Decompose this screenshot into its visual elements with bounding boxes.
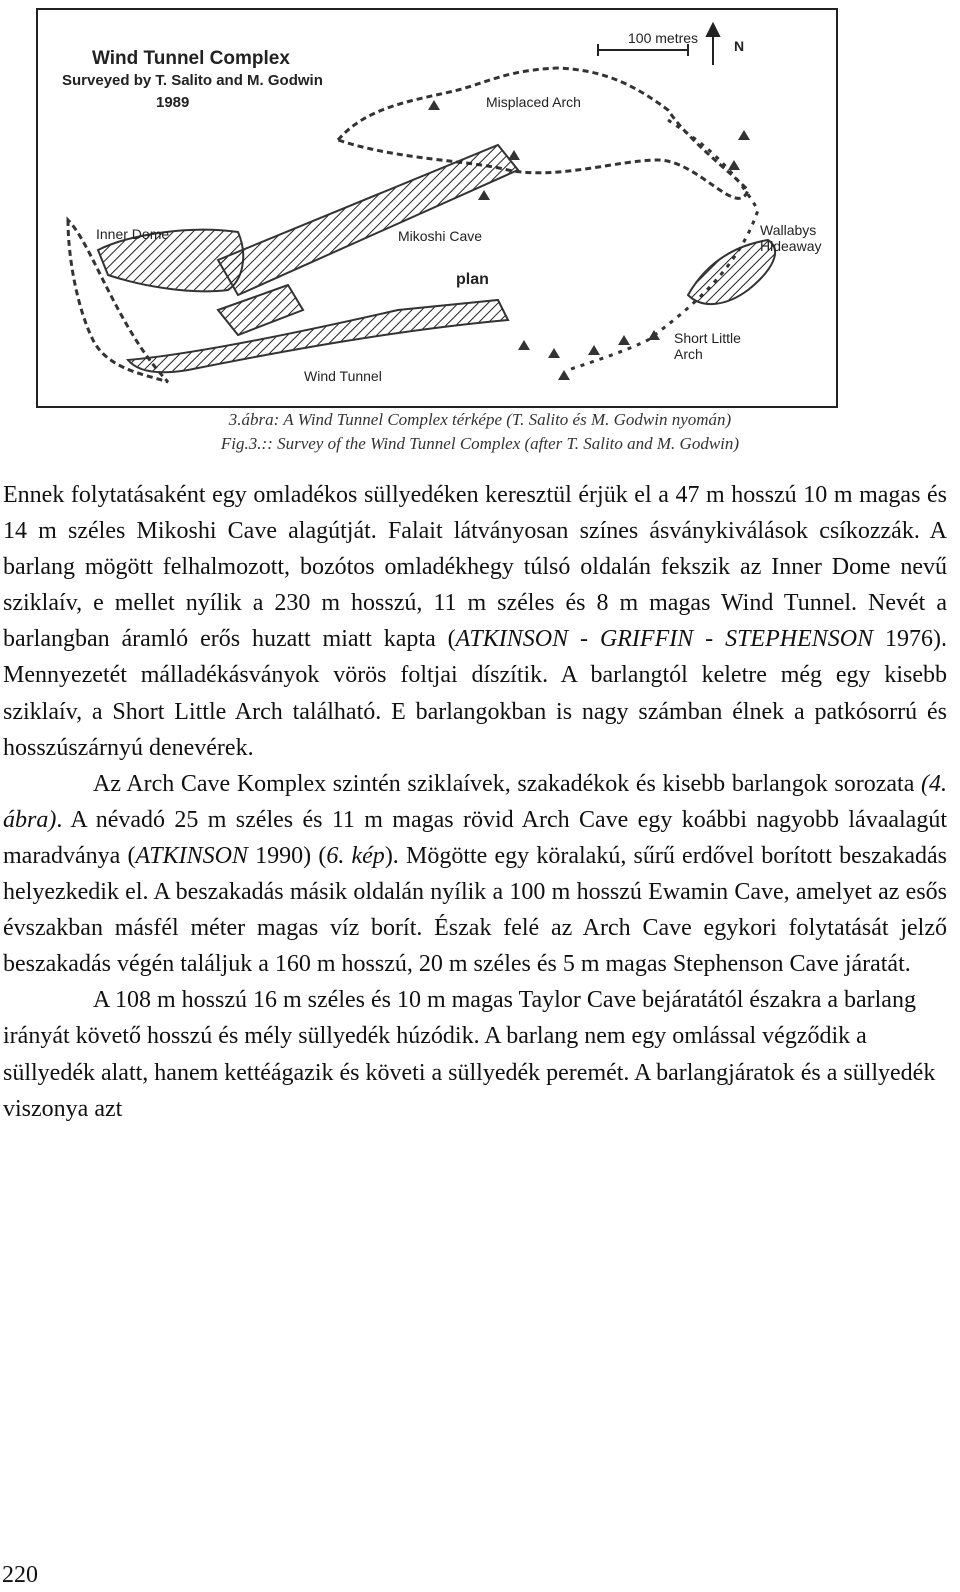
- paragraph-1: [3, 477, 947, 766]
- paragraph-1-text: Ennek folytatásaként egy omladékos süllyedéken keresztül érjük el a 47 m hosszú 10 m magas és 14 m széles Mikoshi Cave alagútját. Falait látványosan színes ásványkiválások csíkozzák. A barlang mögött felhalmozott, bozótos omladékhegy túlsó oldalán fekszik az Inner Dome nevű sziklaív, e mellet nyílik a 230 m hosszú, 11 m széles és 8 m magas Wind Tunnel. Nevét a barlangban áramló erős huzatt miatt kapta (: [3, 482, 947, 653]
- north-arrow: [707, 24, 719, 65]
- label-short-little-arch: Short Little Arch: [674, 330, 741, 362]
- wind-tunnel-connector: [218, 285, 303, 335]
- paragraph-2-a: Az Arch Cave Komplex szintén sziklaívek, szakadékok és kisebb barlangok sorozata: [93, 770, 921, 797]
- citation-atkinson: ATKINSON: [135, 842, 248, 869]
- label-plan: plan: [456, 271, 489, 288]
- map-year: 1989: [156, 94, 190, 111]
- label-mikoshi-cave: Mikoshi Cave: [398, 228, 483, 244]
- label-wallabys-hideaway: Wallabys Hideaway: [760, 222, 822, 254]
- figure-caption-english: Fig.3.:: Survey of the Wind Tunnel Complex (after T. Salito and M. Godwin): [220, 434, 740, 453]
- figure-reference: (4. ábra): [3, 770, 947, 833]
- scale-label: 100 metres: [628, 30, 699, 46]
- paragraph-2-b: . A névadó 25 m széles és 11 m magas rövid Arch Cave egy koábbi nagyobb lávaalagút maradványa (: [3, 806, 947, 869]
- figure-caption-hungarian: 3.ábra: A Wind Tunnel Complex térképe (T. Salito és M. Godwin nyomán): [228, 410, 732, 429]
- paragraph-2: [3, 766, 947, 983]
- page-number: 220: [2, 1562, 38, 1588]
- paragraph-2-d: ). Mögötte egy köralakú, sűrű erdővel borított beszakadás helyezkedik el. A beszakadás másik oldalán nyílik a 100 m hosszú Ewamin Cave, amelyet az esős évszakban másfél méter magas víz borít. Észak felé az Arch Cave egykori folytatását jelző beszakadás végén találjuk a 160 m hosszú, 20 m széles és 5 m magas Stephenson Cave járatát.: [3, 842, 948, 978]
- body-text: [3, 477, 947, 1127]
- paragraph-1-tail: 1976). Mennyezetét málladékásványok vörös foltjai díszítik. A barlangtól keletre még egy kisebb sziklaív, a Short Little Arch található. E barlangokban is nagy számban élnek a patkósorrú és hosszúszárnyú denevérek.: [3, 626, 947, 761]
- label-wind-tunnel: Wind Tunnel: [304, 368, 382, 384]
- citation-atkinson-griffin-stephenson: ATKINSON - GRIFFIN - STEPHENSON: [455, 626, 874, 653]
- wind-tunnel-passage: [128, 300, 508, 372]
- map-title: Wind Tunnel Complex: [92, 48, 290, 69]
- north-label: N: [734, 38, 745, 54]
- paragraph-3: A 108 m hosszú 16 m széles és 10 m magas Taylor Cave bejáratától északra a barlang irányát követő hosszú és mély süllyedék húzódik. A barlang nem egy omlással végződik a süllyedék alatt, hanem kettéágazik és követi a süllyedék peremét. A barlangjáratok és a süllyedék viszonya azt: [3, 987, 936, 1122]
- paragraph-2-c: 1990) (: [247, 842, 327, 869]
- map-surveyors: Surveyed by T. Salito and M. Godwin: [62, 72, 323, 89]
- label-misplaced-arch: Misplaced Arch: [486, 94, 581, 110]
- photo-reference: 6. kép: [326, 842, 385, 869]
- label-inner-dome: Inner Dome: [96, 226, 170, 242]
- cave-survey-map: [36, 8, 838, 408]
